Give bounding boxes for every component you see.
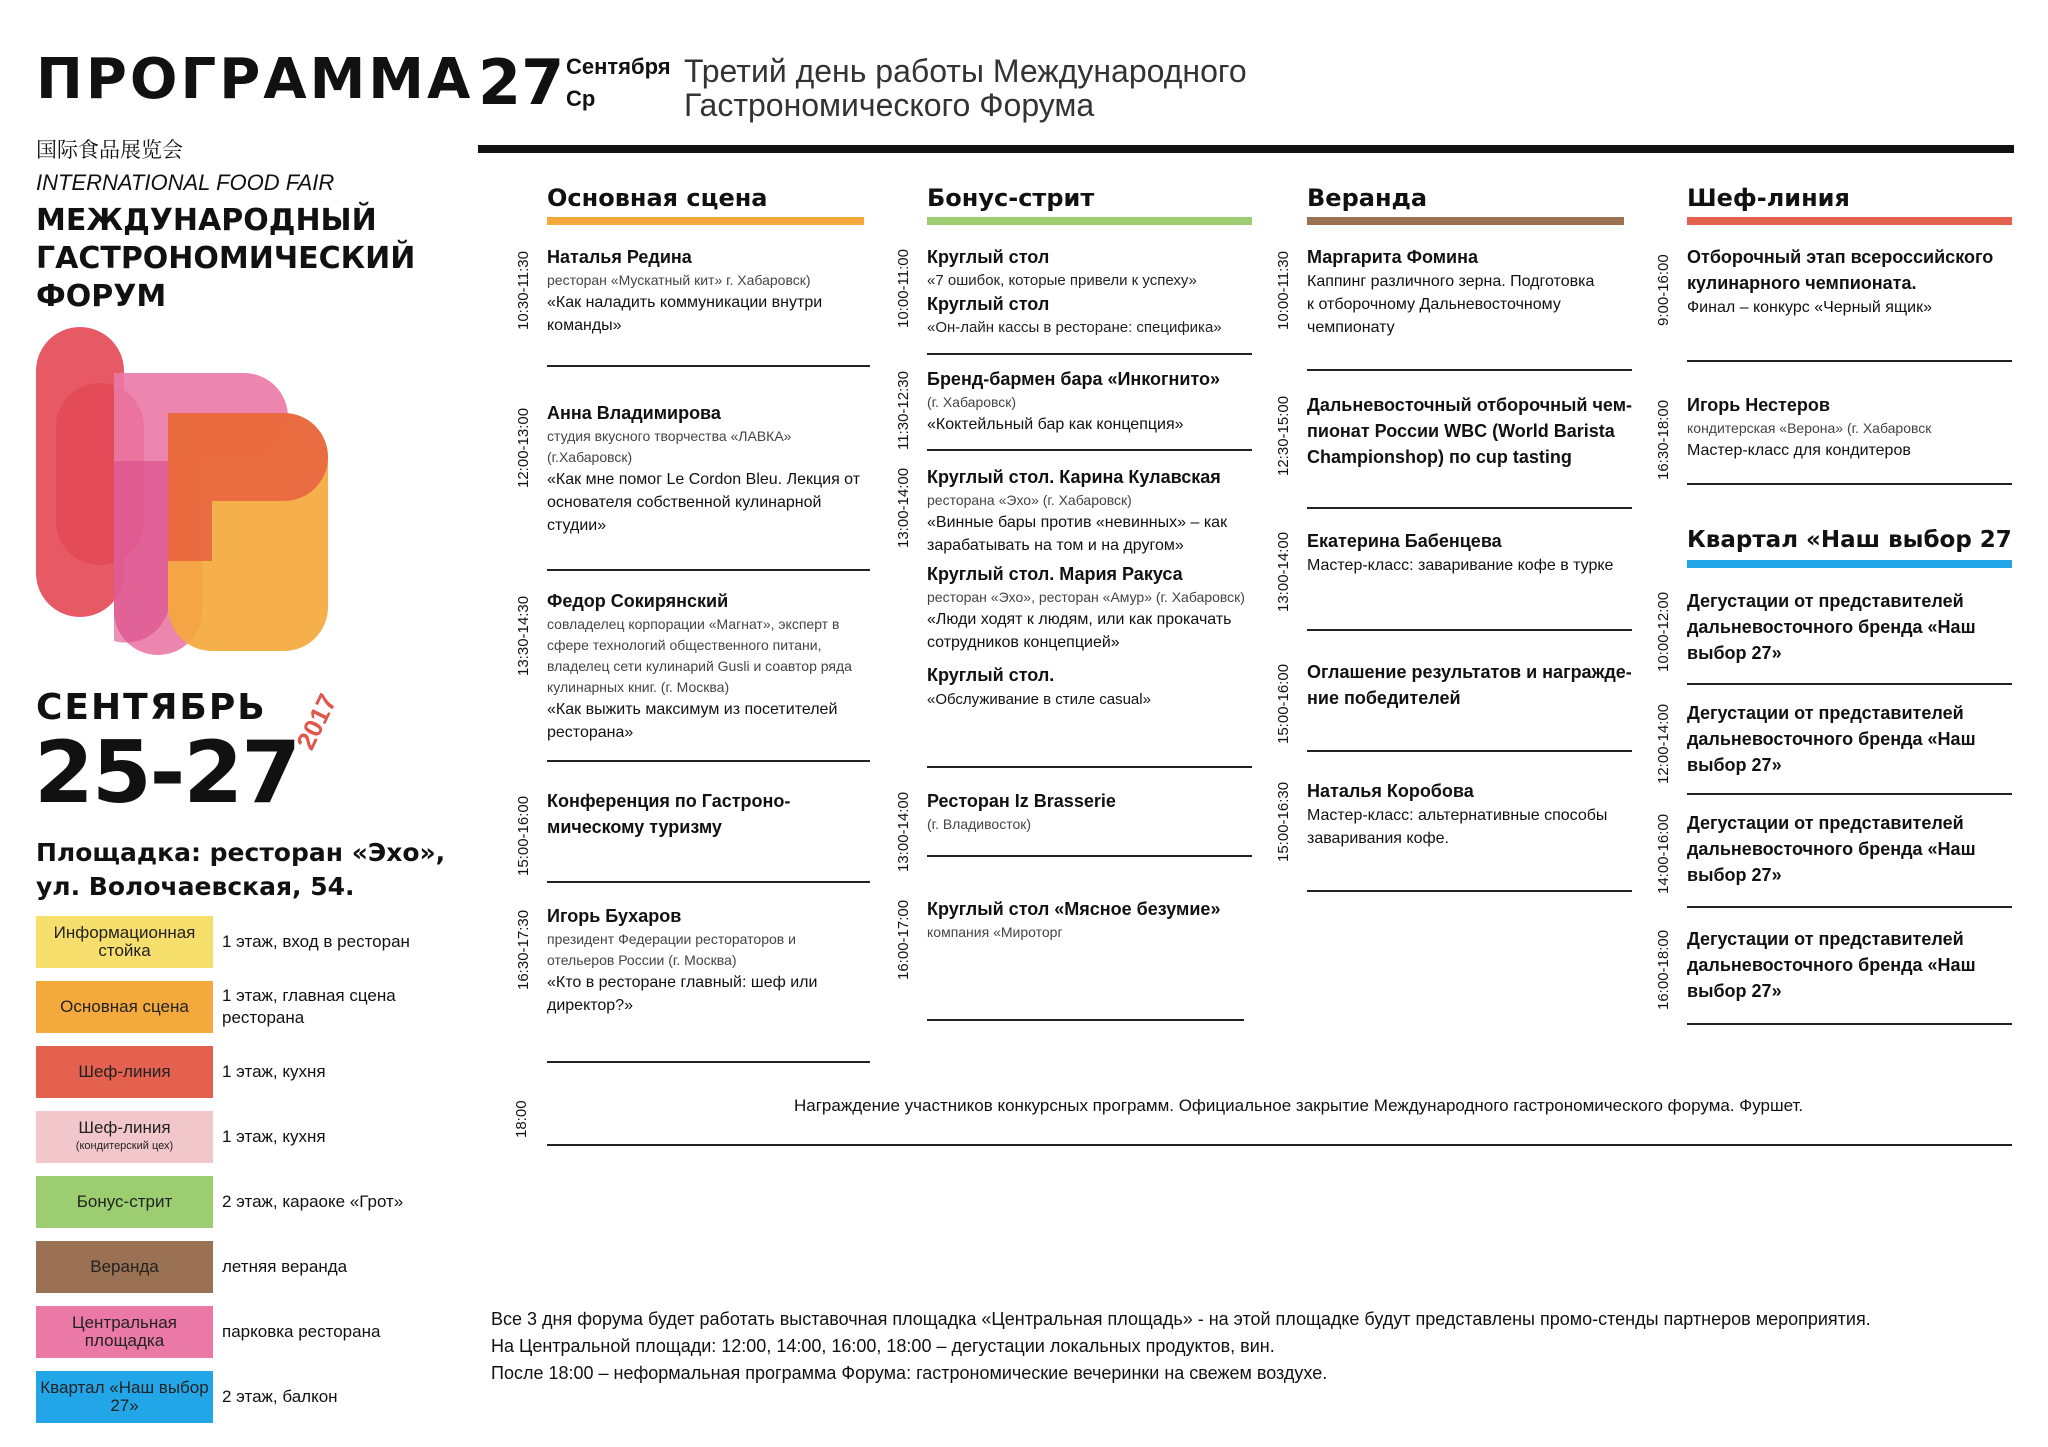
legend-desc: 1 этаж, кухня — [222, 1061, 326, 1081]
event-desc: «Кто в ресторане главный: шеф или директор?» — [547, 974, 818, 1014]
event-meta: (г. Владивосток) — [927, 816, 1032, 832]
event-title: Федор Сокирянский — [547, 591, 729, 611]
event-desc: «Обслуживание в стиле casual» — [927, 691, 1151, 708]
legend-label: Веранда — [90, 1256, 159, 1276]
event-title: Круглый стол — [927, 294, 1050, 314]
event-time: 16:00-18:00 — [1655, 929, 1672, 1010]
event-desc: «Как наладить коммуникации внутри команды» — [547, 294, 823, 334]
event — [927, 366, 1267, 436]
divider — [1687, 360, 2012, 362]
legend-desc: 1 этаж, главная сцена ресторана — [222, 985, 396, 1027]
footer-line: После 18:00 – неформальная программа Форума: гастрономические вечеринки на свежем воздухе. — [491, 1363, 1328, 1383]
legend-desc: 1 этаж, кухня — [222, 1126, 326, 1146]
event-time: 13:00-14:00 — [895, 467, 912, 548]
event-time: 10:30-11:30 — [515, 251, 532, 330]
event-desc: «7 ошибок, которые привели к успеху» — [927, 272, 1197, 289]
closing-text: Награждение участников конкурсных программ. Официальное закрытие Международного гастрономического форума. Фуршет. — [794, 1096, 1804, 1115]
divider — [1687, 906, 2012, 908]
legend-label: Шеф-линия — [78, 1061, 171, 1081]
event-time: 10:00-11:00 — [895, 249, 912, 328]
divider — [1307, 890, 1632, 892]
legend-item — [36, 1239, 456, 1294]
brand-title: ПРОГРАММА — [36, 47, 474, 112]
legend-desc: летняя веранда — [222, 1256, 348, 1276]
legend-swatch — [36, 1306, 213, 1358]
venue-line: ул. Волочаевская, 54. — [36, 872, 355, 901]
divider — [927, 1019, 1244, 1021]
event — [1687, 244, 2017, 319]
event — [927, 244, 1267, 338]
event-title: Игорь Нестеров — [1687, 395, 1830, 415]
divider — [927, 449, 1252, 451]
day-description-line: Третий день работы Международного — [684, 53, 1247, 89]
footer-line: На Центральной площади: 12:00, 14:00, 16:00, 18:00 – дегустации локальных продуктов, вин. — [491, 1336, 1275, 1356]
event-meta: совладелец корпорации «Магнат», эксперт в сфере технологий общественного питани, владелец сети кулинарий Gusli и соавтор ряда кулинарных книг. (г. Москва) — [547, 616, 852, 695]
legend-desc: 2 этаж, балкон — [222, 1386, 338, 1406]
event — [1307, 659, 1632, 711]
event-time: 10:00-11:30 — [1275, 251, 1292, 330]
event-meta: студия вкусного творчества «ЛАВКА» (г.Хабаровск) — [547, 428, 792, 465]
header-divider — [478, 145, 2014, 153]
event — [547, 588, 857, 744]
brand-english-title: INTERNATIONAL FOOD FAIR — [36, 170, 335, 195]
column-header-kvartal: Квартал «Наш выбор 27 — [1687, 527, 2012, 553]
divider — [927, 855, 1252, 857]
event-time: 16:30-18:00 — [1655, 399, 1672, 480]
event-title: Наталья Редина — [547, 247, 692, 267]
event-time: 13:30-14:30 — [515, 595, 532, 676]
event-time: 15:00-16:30 — [1275, 781, 1292, 862]
date-range: 25-27 — [34, 723, 300, 823]
brand-ru-line: МЕЖДУНАРОДНЫЙ — [36, 203, 377, 238]
event-time: 12:00-13:00 — [515, 407, 532, 488]
legend-sublabel: (кондитерский цех) — [75, 1139, 174, 1152]
divider — [927, 766, 1252, 768]
event-desc: «Как выжить максимум из посетителей ресторана» — [547, 701, 838, 741]
forum-logo — [36, 325, 336, 670]
event-time: 15:00-16:00 — [1275, 663, 1292, 744]
event-time: 12:30-15:00 — [1275, 395, 1292, 476]
event-desc: «Винные бары против «невинных» – как зарабатывать на том и на другом» — [927, 514, 1228, 554]
event — [547, 400, 867, 537]
event — [1307, 392, 1632, 470]
event-desc: «Как мне помог Le Cordon Bleu. Лекция от основателя собственной кулинарной студии» — [547, 471, 861, 534]
divider — [547, 1061, 870, 1063]
venue-address — [36, 836, 456, 904]
event-title: Анна Владимирова — [547, 403, 721, 423]
event-meta: ресторан «Мускатный кит» г. Хабаровск) — [547, 272, 811, 288]
divider — [1307, 750, 1632, 752]
legend-label: Квартал «Наш выбор 27» — [40, 1377, 209, 1415]
column-bar-bonus-street — [927, 217, 1252, 225]
event-title: Дегустации от представителей дальневосточного бренда «Наш выбор 27» — [1687, 813, 1976, 885]
divider — [927, 353, 1252, 355]
event-title: Круглый стол. Карина Кулавская — [927, 467, 1221, 487]
event-title: Круглый стол «Мясное безумие» — [927, 899, 1221, 919]
footer-notes — [491, 1306, 2011, 1387]
event-desc: «Люди ходят к людям, или как прокачать сотрудников концепцией» — [927, 611, 1232, 651]
brand-ru-line: ФОРУМ — [36, 279, 167, 314]
column-header-chef-line: Шеф-линия — [1687, 184, 1850, 212]
legend-swatch — [36, 1046, 213, 1098]
legend-label: Центральная площадка — [72, 1312, 177, 1350]
event-time: 15:00-16:00 — [515, 795, 532, 876]
event-title: Круглый стол — [927, 247, 1050, 267]
legend-swatch — [36, 1371, 213, 1423]
column-bar-chef-line — [1687, 217, 2012, 225]
legend-swatch — [36, 1241, 213, 1293]
year-label: 2017 — [290, 689, 343, 755]
divider — [547, 760, 870, 762]
event-desc: Каппинг различного зерна. Подготовка к отборочному Дальневосточному чемпионату — [1307, 273, 1595, 336]
legend-desc: 2 этаж, караоке «Грот» — [222, 1191, 404, 1211]
event-title: Маргарита Фомина — [1307, 247, 1478, 267]
event-title: Отборочный этап всероссийского кулинарного чемпионата. — [1687, 247, 1994, 293]
event-meta: кондитерская «Верона» (г. Хабаровск — [1687, 420, 1932, 436]
event-title: Круглый стол. — [927, 665, 1055, 685]
event-title: Бренд-бармен бара «Инкогнито» — [927, 369, 1221, 389]
event-meta: (г. Хабаровск) — [927, 394, 1017, 410]
event — [1307, 528, 1632, 577]
legend-item — [36, 1109, 456, 1164]
event — [1307, 778, 1632, 850]
zone-legend — [36, 914, 456, 1434]
event-meta: президент Федерации рестораторов и отельеров России (г. Москва) — [547, 931, 796, 968]
event-time: 13:00-14:00 — [1275, 531, 1292, 612]
event-time: 9:00-16:00 — [1655, 254, 1672, 326]
legend-label: Бонус-стрит — [76, 1191, 173, 1211]
event-title: Дегустации от представителей дальневосточного бренда «Наш выбор 27» — [1687, 591, 1976, 663]
event-time: 16:00-17:00 — [895, 899, 912, 980]
divider — [1687, 683, 2012, 685]
divider — [1307, 629, 1632, 631]
divider — [1687, 793, 2012, 795]
event-title: Екатерина Бабенцева — [1307, 531, 1502, 551]
divider — [1687, 1023, 2012, 1025]
event-desc: Мастер-класс: альтернативные способы заваривания кофе. — [1307, 807, 1608, 847]
brand-ru-line: ГАСТРОНОМИЧЕСКИЙ — [36, 241, 416, 276]
divider — [547, 365, 870, 367]
day-number: 27 — [478, 46, 565, 119]
column-header-main-stage: Основная сцена — [547, 184, 768, 212]
event-title: Игорь Бухаров — [547, 906, 682, 926]
event — [1687, 810, 2007, 888]
event-time: 11:30-12:30 — [895, 371, 912, 450]
legend-item — [36, 1369, 456, 1424]
divider — [1687, 483, 2012, 485]
brand-russian-title — [36, 202, 476, 316]
event — [547, 903, 827, 1017]
event-title: Круглый стол. Мария Ракуса — [927, 564, 1183, 584]
event — [547, 788, 797, 840]
legend-item — [36, 1044, 456, 1099]
event-desc: Финал – конкурс «Черный ящик» — [1687, 299, 1932, 316]
closing-divider — [547, 1144, 2012, 1146]
legend-item — [36, 914, 456, 969]
legend-desc: 1 этаж, вход в ресторан — [222, 931, 410, 951]
event-desc: «Коктейльный бар как концепция» — [927, 416, 1184, 433]
event-meta: ресторана «Эхо» (г. Хабаровск) — [927, 492, 1132, 508]
event-title: Наталья Коробова — [1307, 781, 1474, 801]
event — [1687, 392, 2017, 462]
event — [927, 896, 1247, 943]
event-title: Дегустации от представителей дальневосточного бренда «Наш выбор 27» — [1687, 929, 1976, 1001]
legend-swatch — [36, 916, 213, 968]
event — [927, 788, 1247, 835]
day-month: Сентября — [566, 54, 671, 79]
legend-label: Информационная стойка — [53, 922, 196, 960]
column-bar-main-stage — [547, 217, 864, 225]
event-time: 16:30-17:30 — [515, 909, 532, 990]
event-meta: компания «Мироторг — [927, 924, 1063, 940]
event-title: Ресторан Iz Brasserie — [927, 791, 1116, 811]
event — [927, 464, 1257, 711]
event — [1687, 700, 2007, 778]
legend-desc: парковка ресторана — [222, 1321, 381, 1341]
event-desc: Мастер-класс для кондитеров — [1687, 442, 1911, 459]
footer-line: Все 3 дня форума будет работать выставочная площадка «Центральная площадь» - на этой площадке будут представлены промо-стенды партнеров мероприятия. — [491, 1309, 1871, 1329]
column-header-veranda: Веранда — [1307, 184, 1428, 212]
legend-item — [36, 979, 456, 1034]
event — [547, 244, 877, 337]
event — [1687, 588, 2007, 666]
event-time: 14:00-16:00 — [1655, 813, 1672, 894]
divider — [1307, 507, 1632, 509]
day-description-line: Гастрономического Форума — [684, 87, 1095, 123]
event-time: 12:00-14:00 — [1655, 703, 1672, 784]
event-time: 13:00-14:00 — [895, 791, 912, 872]
event-title: Дальневосточный отборочный чем-пионат России WBC (World Barista Championshop) по cup tasting — [1307, 395, 1633, 467]
event-title: Конференция по Гастроно-мическому туризму — [547, 791, 791, 837]
column-bar-veranda — [1307, 217, 1624, 225]
legend-label: Основная сцена — [60, 996, 189, 1016]
legend-item — [36, 1304, 456, 1359]
legend-label: Шеф-линия — [78, 1117, 171, 1137]
event-time: 10:00-12:00 — [1655, 591, 1672, 672]
event-title: Оглашение результатов и награжде-ние победителей — [1307, 662, 1632, 708]
legend-swatch — [36, 1176, 213, 1228]
closing-time: 18:00 — [513, 1100, 530, 1138]
brand-chinese-title: 国际食品展览会 — [36, 139, 183, 162]
event — [1687, 926, 2007, 1004]
event-desc: «Он-лайн кассы в ресторане: специфика» — [927, 319, 1222, 336]
column-header-bonus-street: Бонус-стрит — [927, 184, 1095, 212]
column-bar-kvartal — [1687, 560, 2012, 568]
event-meta: ресторан «Эхо», ресторан «Амур» (г. Хабаровск) — [927, 589, 1245, 605]
legend-swatch — [36, 1111, 213, 1163]
venue-line: Площадка: ресторан «Эхо», — [36, 838, 446, 867]
legend-item — [36, 1174, 456, 1229]
divider — [1307, 369, 1632, 371]
day-description — [684, 54, 1424, 122]
event — [1307, 244, 1597, 339]
legend-swatch — [36, 981, 213, 1033]
event-desc: Мастер-класс: заваривание кофе в турке — [1307, 557, 1614, 574]
day-weekday: Ср — [566, 86, 596, 111]
month-label: СЕНТЯБРЬ — [36, 687, 267, 728]
divider — [547, 881, 870, 883]
divider — [547, 569, 870, 571]
event-title: Дегустации от представителей дальневосточного бренда «Наш выбор 27» — [1687, 703, 1976, 775]
